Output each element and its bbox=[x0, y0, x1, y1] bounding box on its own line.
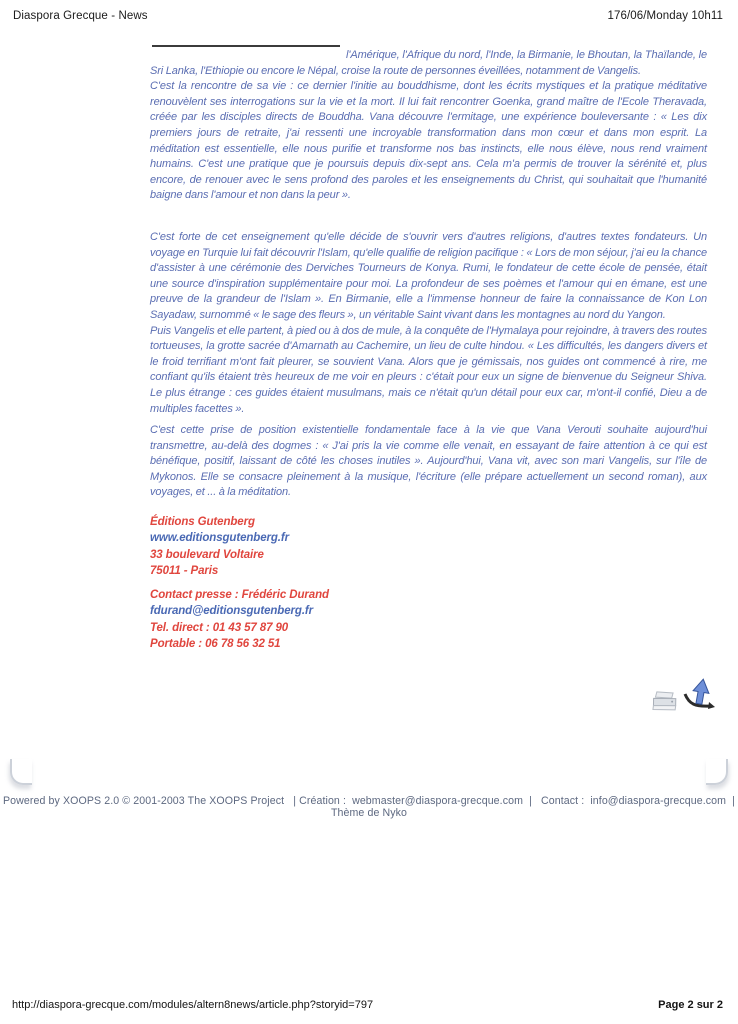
theme-corner-right bbox=[706, 759, 728, 785]
article-divider-line bbox=[152, 45, 340, 47]
article-paragraph: C'est la rencontre de sa vie : ce dernier l'initie au bouddhisme, dont les écrits mystiques et la pratique méditative renouvèlent ses interrogations sur la vie et la mort. Il lui fait rencontrer Goenka, grand maître de l'Ecole Theravada, créée par les disciples directs de Bouddha. Vana découvre l'ermitage, une expérience bouleversante : « Les dix premiers jours de retraite, j'ai ressenti une incroyable transformation dans mon cœur et dans mon esprit. La méditation est essentielle, elle nous purifie et transforme nos bas instincts, elle nous élève, nous rend vraiment humains. C'est une pratique que je poursuis depuis dix-sept ans. Cela m'a permis de trouver la sérénité et, plus encore, de renouer avec le sens profond des paroles et les enseignements du Christ, qui souhaitait que l'humanité baigne dans l'amour et non dans la peur ». bbox=[150, 80, 707, 202]
press-contact-block bbox=[150, 587, 329, 653]
footer-separator: | bbox=[732, 795, 735, 807]
print-footer bbox=[12, 999, 723, 1011]
press-contact-mobile: Portable : 06 78 56 32 51 bbox=[150, 638, 281, 651]
document-title: Diaspora Grecque - News bbox=[13, 10, 148, 22]
article-paragraph: C'est forte de cet enseignement qu'elle décide de s'ouvrir vers d'autres religions, d'autres textes fondateurs. Un voyage en Turquie lui fait découvrir l'Islam, qu'elle qualifie de religion pacifique : « Lors de mon séjour, j'ai eu la chance d'assister à une cérémonie des Derviches Tourneurs de Konya. Rumi, le fondateur de cette école de pensée, était une source d'inspiration supplémentaire pour moi. La profondeur de ses poèmes et l'amour qui en émane, est une preuve de la grandeur de l'Islam ». En Birmanie, elle a l'immense honneur de faire la connaissance de Kon Lon Sayadaw, surnommé « le sage des fleurs », un véritable Saint vivant dans les montagnes au nord du Yangon. bbox=[150, 231, 707, 321]
publisher-address: 33 boulevard Voltaire bbox=[150, 548, 264, 561]
print-header bbox=[13, 10, 723, 22]
press-contact-email-link[interactable]: fdurand@editionsgutenberg.fr bbox=[150, 605, 314, 618]
article-body-bottom bbox=[150, 423, 707, 501]
webmaster-email-link[interactable]: webmaster@diaspora-grecque.com bbox=[352, 795, 524, 807]
press-contact-name: Contact presse : Frédéric Durand bbox=[150, 589, 329, 601]
page-number: Page 2 sur 2 bbox=[658, 999, 723, 1011]
article-paragraph: l'Amérique, l'Afrique du nord, l'Inde, la Birmanie, le Bhoutan, la Thaïlande, le Sri Lanka, l'Ethiopie ou encore le Népal, croise la route de personnes éveillées, notamment de Vangelis. bbox=[150, 49, 707, 77]
article-paragraph: C'est cette prise de position existentielle fondamentale face à la vie que Vana Verouti souhaite aujourd'hui transmettre, au-delà des dogmes : « J'ai pris la vie comme elle venait, en essayant de faire attention à ce qui est bénéfique, positif, laissant de côté les choses inutiles ». Aujourd'hui, Vana vit, avec son mari Vangelis, sur l'île de Mykonos. Elle se consacre pleinement à la musique, l'écriture (elle prépare actuellement un second roman), aux voyages, et ... à la méditation. bbox=[150, 424, 707, 499]
publisher-city: 75011 - Paris bbox=[150, 565, 219, 578]
site-footer bbox=[0, 795, 738, 819]
theme-corner-left bbox=[10, 759, 32, 785]
print-datetime: 176/06/Monday 10h11 bbox=[607, 10, 723, 22]
article-paragraph: Puis Vangelis et elle partent, à pied ou à dos de mule, à la conquête de l'Hymalaya pour rejoindre, à travers des routes tortueuses, la grotte sacrée d'Amarnath au Cachemire, un lieu de culte hindou. « Les difficultés, les dangers divers et le froid terrifiant m'ont fait pleurer, se souvient Vana. Alors que je gémissais, nos guides ont commencé à rire, me confiant qu'ils étaient très heureux de me voir en pleurs : c'était pour eux un signe de bienvenue du Seigneur Shiva. Le plus étrange : ces guides étaient musulmans, mais ce n'était qu'un détail pour eux car, m'ont-il confié, Dieu a de multiples facettes ». bbox=[150, 324, 707, 415]
print-article-icon[interactable] bbox=[649, 688, 681, 714]
publisher-block bbox=[150, 514, 289, 580]
send-article-icon[interactable] bbox=[682, 674, 716, 714]
powered-by-text: Powered by XOOPS 2.0 © 2001-2003 The XOOPS Project bbox=[3, 795, 285, 807]
page-url: http://diaspora-grecque.com/modules/altern8news/article.php?storyid=797 bbox=[12, 999, 374, 1011]
article-body-top bbox=[150, 48, 707, 204]
publisher-website-link[interactable]: www.editionsgutenberg.fr bbox=[150, 532, 290, 545]
article-body-middle bbox=[150, 230, 707, 417]
contact-label: Contact : bbox=[540, 795, 585, 807]
contact-email-link[interactable]: info@diaspora-grecque.com bbox=[590, 795, 727, 807]
creation-label: | Création : bbox=[293, 795, 347, 807]
press-contact-phone: Tel. direct : 01 43 57 87 90 bbox=[150, 621, 289, 634]
footer-separator: | bbox=[529, 795, 532, 807]
publisher-name: Éditions Gutenberg bbox=[150, 516, 255, 528]
article-action-icons bbox=[649, 674, 716, 714]
theme-credit-text: Thème de Nyko bbox=[330, 807, 408, 819]
